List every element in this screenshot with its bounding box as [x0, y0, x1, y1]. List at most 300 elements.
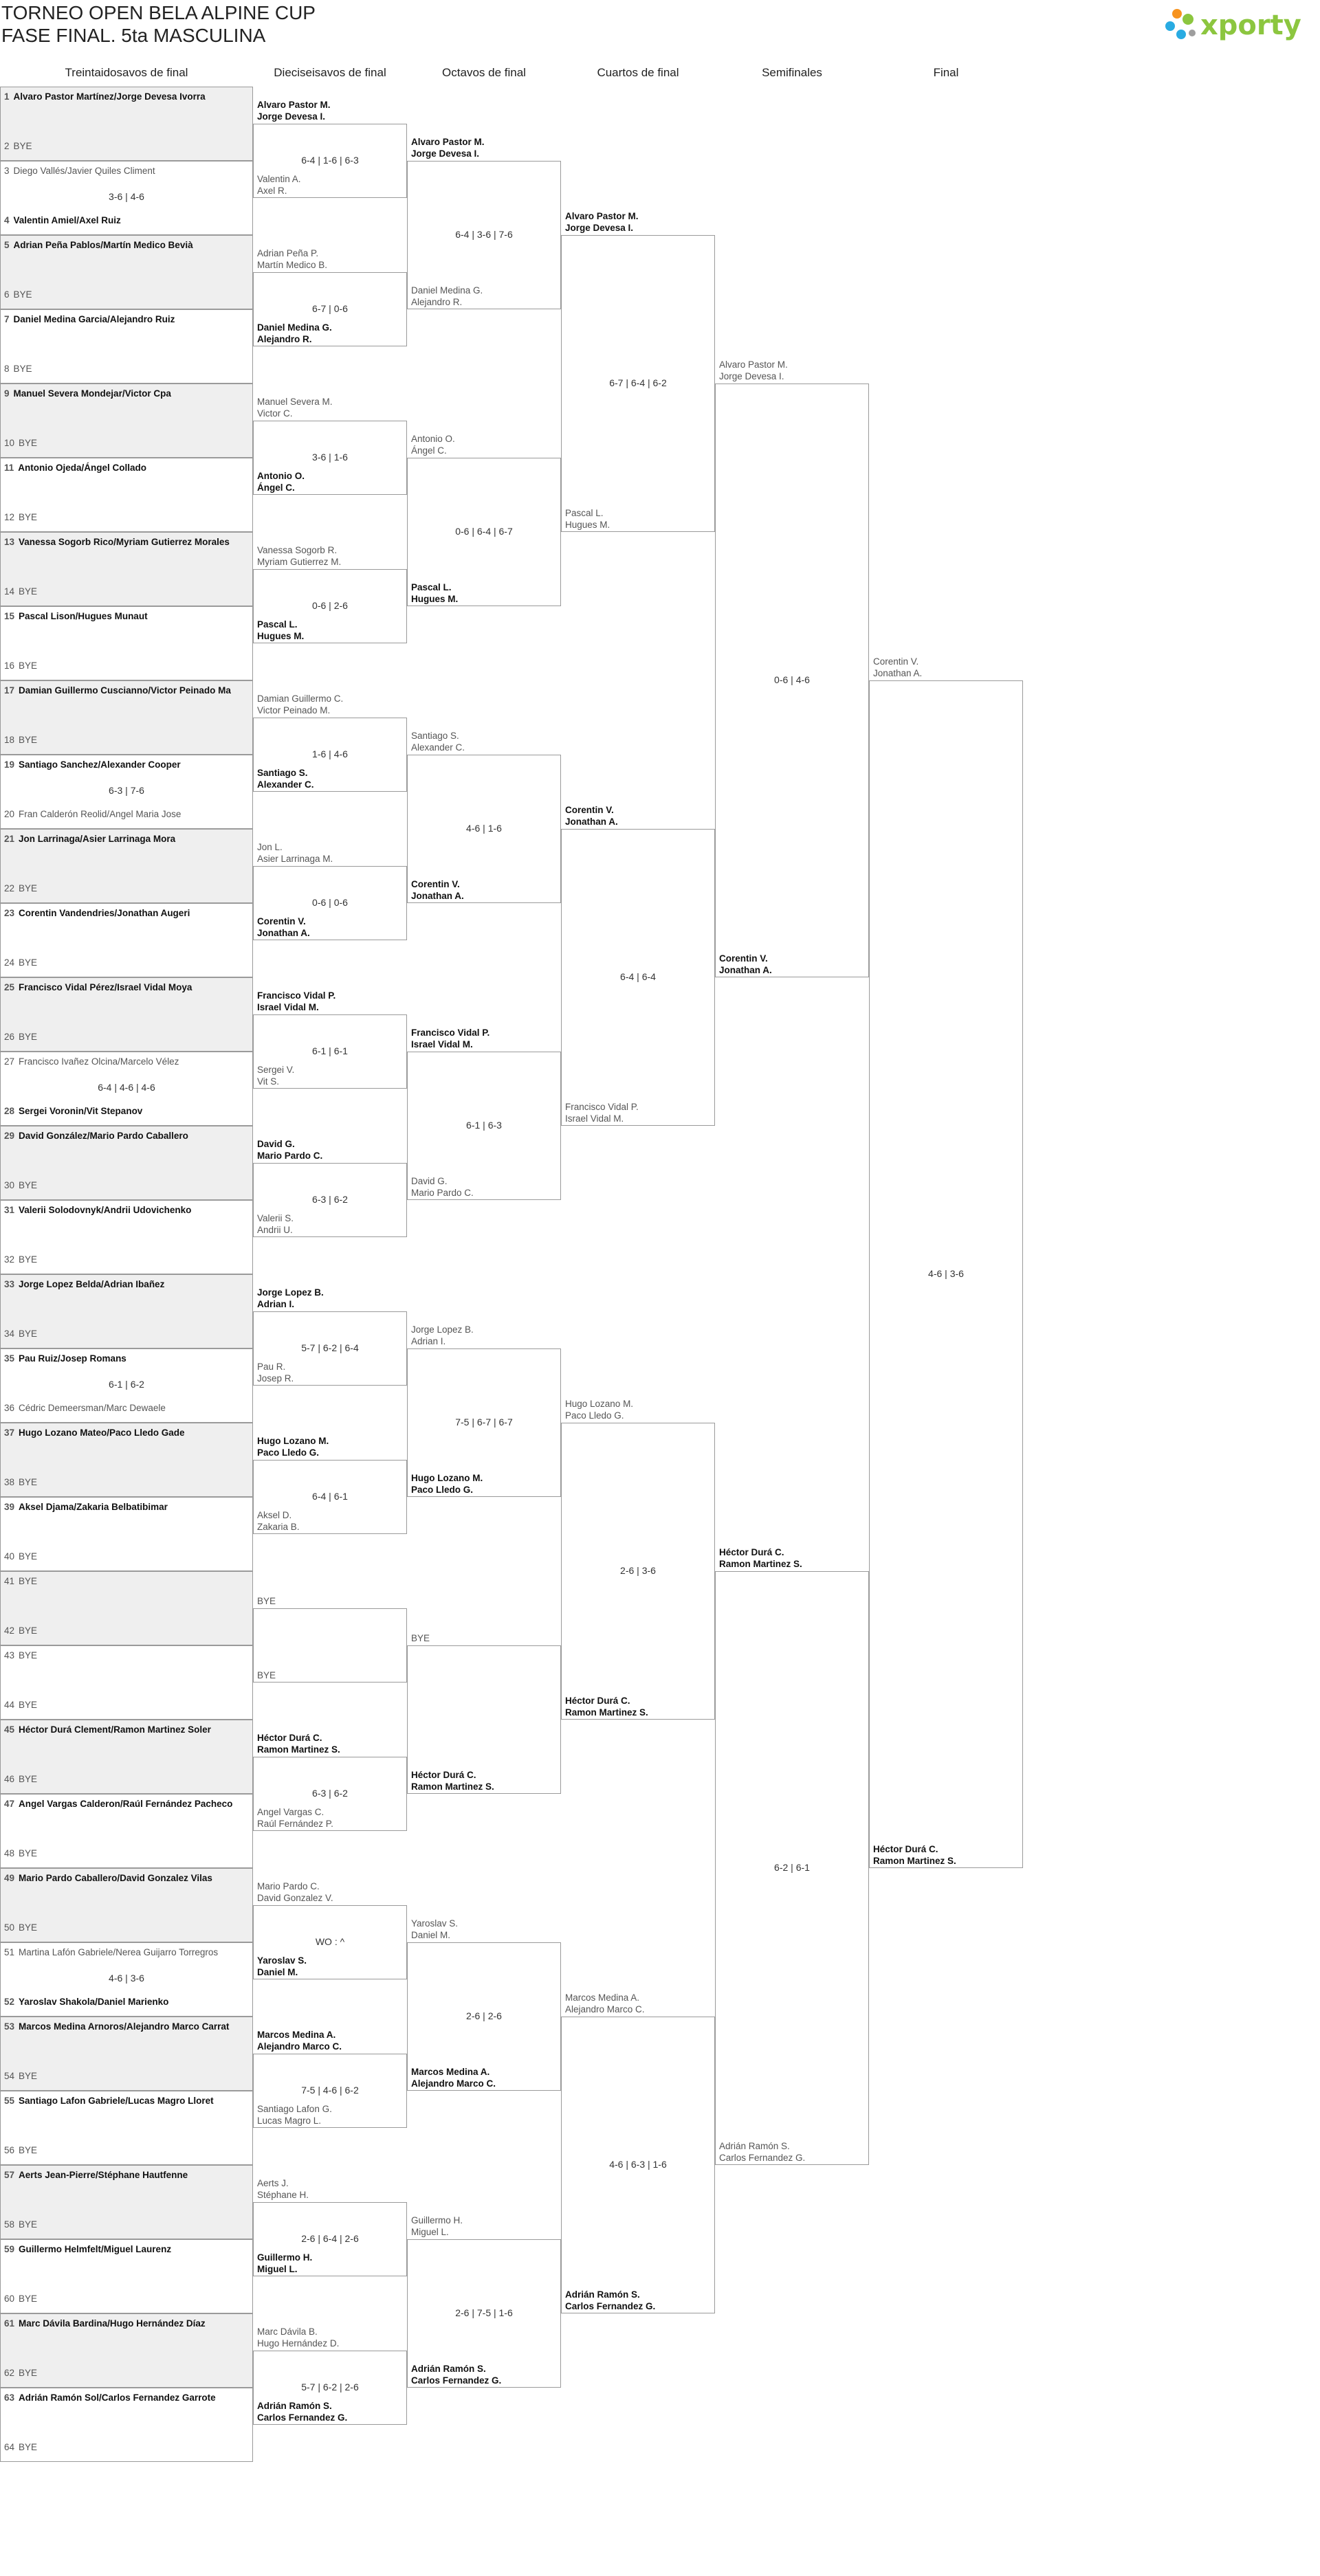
team-a-player-1: Guillermo H.: [411, 2215, 463, 2225]
title-line-1: TORNEO OPEN BELA ALPINE CUP: [1, 2, 316, 23]
team-a-player-2: Jorge Devesa I.: [411, 148, 480, 159]
r1-team-b-name: BYE: [19, 2145, 38, 2155]
r1-team-a: 37 Hugo Lozano Mateo/Paco Lledo Gade: [4, 1428, 185, 1438]
r1-team-a-name: BYE: [19, 1650, 38, 1661]
r1-team-b-name: BYE: [19, 438, 38, 448]
logo-text: xporty: [1200, 10, 1301, 41]
r1-team-b-name: BYE: [19, 735, 38, 745]
r1-team-a-name: Hugo Lozano Mateo/Paco Lledo Gade: [19, 1428, 185, 1438]
r2-score: 6-7 | 0-6: [312, 303, 348, 314]
team-b-player-2: Vit S.: [257, 1076, 280, 1087]
r2-score: 6-3 | 6-2: [312, 1194, 348, 1205]
r3-team-b: [411, 2066, 560, 2089]
r1-team-b-name: BYE: [19, 512, 38, 522]
r2-team-b: [257, 1955, 406, 1978]
team-b-player-2: Jonathan A.: [257, 928, 310, 938]
r2-team-a: [257, 1595, 406, 1607]
r3-score: 4-6 | 1-6: [466, 823, 502, 834]
r4-team-a: [565, 1992, 714, 2015]
team-b-player-1: Pascal L.: [565, 508, 604, 518]
team-a-player-1: Damian Guillermo C.: [257, 693, 344, 704]
team-b-player-2: Josep R.: [257, 1373, 294, 1384]
team-b-player-1: Valerii S.: [257, 1213, 294, 1223]
r2-score: 0-6 | 2-6: [312, 600, 348, 611]
r1-team-a-name: Adrian Peña Pablos/Martín Medico Bevià: [13, 240, 193, 250]
r1-team-b-name: BYE: [13, 141, 32, 151]
team-b-player-1: Corentin V.: [719, 953, 768, 964]
round-header-2: Dieciseisavos de final: [274, 66, 386, 79]
r1-score: 6-1 | 6-2: [109, 1379, 144, 1390]
r1-team-b: 50 BYE: [4, 1922, 38, 1933]
r2-score: 6-3 | 6-2: [312, 1788, 348, 1799]
r2-score: 6-4 | 1-6 | 6-3: [301, 155, 359, 166]
r1-team-b-name: BYE: [19, 1254, 38, 1265]
team-a-player-1: Francisco Vidal P.: [257, 990, 336, 1001]
r1-team-b: 32 BYE: [4, 1254, 38, 1265]
r2-score: 1-6 | 4-6: [312, 748, 348, 759]
r1-team-b: 56 BYE: [4, 2145, 38, 2155]
team-b-player-2: Paco Lledo G.: [411, 1485, 474, 1495]
team-a-player-1: Manuel Severa M.: [257, 397, 333, 407]
r1-team-a: 41 BYE: [4, 1576, 38, 1586]
team-b-player-1: Pau R.: [257, 1362, 286, 1372]
r5-team-b: [719, 953, 868, 976]
r1-team-a-name: Pau Ruiz/Josep Romans: [19, 1353, 126, 1364]
team-a-player-2: Israel Vidal M.: [257, 1002, 319, 1012]
r1-team-b-name: BYE: [19, 2442, 38, 2452]
r2-team-a: [257, 544, 406, 568]
r1-team-b: 38 BYE: [4, 1477, 38, 1487]
r1-team-a: 13 Vanessa Sogorb Rico/Myriam Gutierrez Morales: [4, 537, 230, 547]
r1-team-a-name: Antonio Ojeda/Ángel Collado: [18, 463, 147, 473]
team-b-player-1: Héctor Durá C.: [873, 1844, 938, 1854]
r1-team-a-name: Damian Guillermo Cuscianno/Victor Peinado Ma: [19, 685, 231, 696]
r1-team-b: 30 BYE: [4, 1180, 38, 1190]
r1-team-b-name: BYE: [19, 1848, 38, 1858]
r1-team-b: 20 Fran Calderón Reolid/Angel Maria Jose: [4, 809, 182, 819]
team-a-player-2: Adrian I.: [257, 1299, 295, 1309]
team-b-player-2: Lucas Magro L.: [257, 2116, 322, 2126]
r1-team-a-name: Adrián Ramón Sol/Carlos Fernandez Garrote: [19, 2392, 216, 2403]
team-b-player-1: Corentin V.: [411, 879, 460, 889]
r3-team-a: [411, 1632, 560, 1644]
r1-team-a-name: Héctor Durá Clement/Ramon Martinez Soler: [19, 1724, 211, 1735]
team-b-player-1: Santiago Lafon G.: [257, 2104, 332, 2114]
round-header-4: Cuartos de final: [597, 66, 679, 79]
r1-team-b-name: Sergei Voronin/Vit Stepanov: [19, 1106, 143, 1116]
r1-team-a-name: Marcos Medina Arnoros/Alejandro Marco Carrat: [19, 2021, 230, 2032]
r1-team-a: 31 Valerii Solodovnyk/Andrii Udovichenko: [4, 1205, 192, 1215]
title-line-2: FASE FINAL. 5ta MASCULINA: [1, 25, 266, 46]
r1-score: 6-3 | 7-6: [109, 785, 144, 796]
team-b-player-2: Zakaria B.: [257, 1522, 300, 1532]
r2-score: 6-1 | 6-1: [312, 1045, 348, 1056]
r1-score: 4-6 | 3-6: [109, 1973, 144, 1984]
r1-score: 6-4 | 4-6 | 4-6: [98, 1082, 155, 1093]
r1-team-a-name: Mario Pardo Caballero/David Gonzalez Vilas: [19, 1873, 212, 1883]
r2-team-a: [257, 693, 406, 716]
r4-score: 6-7 | 6-4 | 6-2: [609, 377, 667, 388]
r2-team-a: [257, 1732, 406, 1755]
r1-team-a-name: Manuel Severa Mondejar/Victor Cpa: [13, 388, 171, 399]
team-b-player-2: Jonathan A.: [411, 891, 464, 901]
team-a-player-1: Corentin V.: [873, 656, 919, 667]
team-a-player-2: Daniel M.: [411, 1930, 451, 1940]
r1-team-a: 49 Mario Pardo Caballero/David Gonzalez Vilas: [4, 1873, 212, 1883]
team-b-player-1: Pascal L.: [257, 619, 298, 630]
team-b-player-1: Héctor Durá C.: [565, 1696, 630, 1706]
team-a-player-1: BYE: [257, 1596, 276, 1606]
round-header-5: Semifinales: [762, 66, 822, 79]
team-a-player-2: Jorge Devesa I.: [565, 223, 634, 233]
r1-team-b-name: Cédric Demeersman/Marc Dewaele: [19, 1403, 166, 1413]
r1-team-b: 60 BYE: [4, 2294, 38, 2304]
r1-team-b-name: BYE: [19, 1922, 38, 1933]
team-b-player-1: Guillermo H.: [257, 2252, 313, 2263]
round-header-1: Treintaidosavos de final: [65, 66, 188, 79]
r4-team-b: [565, 1101, 714, 1124]
r1-team-a: 47 Angel Vargas Calderon/Raúl Fernández Pacheco: [4, 1799, 233, 1809]
team-b-player-2: Carlos Fernandez G.: [565, 2301, 656, 2311]
team-b-player-2: Jonathan A.: [719, 965, 772, 975]
r1-team-a-name: Alvaro Pastor Martínez/Jorge Devesa Ivorra: [13, 91, 206, 102]
r4-score: 6-4 | 6-4: [620, 971, 656, 982]
team-b-player-2: Hugues M.: [565, 520, 610, 530]
r1-team-a: 29 David González/Mario Pardo Caballero: [4, 1131, 188, 1141]
r1-team-a-name: Aerts Jean-Pierre/Stéphane Hautfenne: [19, 2170, 188, 2180]
r1-team-b: 6 BYE: [4, 289, 32, 300]
r2-team-b: [257, 619, 406, 642]
team-a-player-2: Israel Vidal M.: [411, 1039, 473, 1050]
r1-team-b: 26 BYE: [4, 1032, 38, 1042]
r1-team-b: 58 BYE: [4, 2219, 38, 2230]
team-b-player-2: Alejandro R.: [257, 334, 312, 344]
r1-team-a-name: Santiago Lafon Gabriele/Lucas Magro Lloret: [19, 2096, 214, 2106]
team-b-player-2: Mario Pardo C.: [411, 1188, 474, 1198]
r1-team-b-name: BYE: [19, 2368, 38, 2378]
r2-team-a: [257, 2177, 406, 2201]
r1-team-b-name: BYE: [19, 1032, 38, 1042]
team-a-player-2: Ángel C.: [411, 445, 447, 456]
r1-team-b: 4 Valentin Amiel/Axel Ruiz: [4, 215, 121, 225]
team-a-player-1: Marc Dávila B.: [257, 2327, 318, 2337]
r5-team-a: [719, 359, 868, 382]
team-a-player-2: Paco Lledo G.: [257, 1447, 320, 1458]
r1-team-a: 11 Antonio Ojeda/Ángel Collado: [4, 463, 147, 473]
r2-team-b: [257, 470, 406, 493]
r5-team-b: [719, 2140, 868, 2164]
r6-team-b: [873, 1843, 1022, 1867]
team-b-player-2: Andrii U.: [257, 1225, 293, 1235]
team-a-player-2: Myriam Gutierrez M.: [257, 557, 342, 567]
team-b-player-2: Hugues M.: [411, 594, 459, 604]
r1-team-a: 3 Diego Vallés/Javier Quiles Climent: [4, 166, 155, 176]
r6-team-a: [873, 656, 1022, 679]
team-b-player-1: Valentin A.: [257, 174, 301, 184]
r1-team-b-name: Yaroslav Shakola/Daniel Marienko: [19, 1997, 169, 2007]
r4-team-a: [565, 1398, 714, 1421]
r1-team-a: 39 Aksel Djama/Zakaria Belbatibimar: [4, 1502, 168, 1512]
r5-score: 6-2 | 6-1: [774, 1862, 810, 1873]
r3-team-a: [411, 1027, 560, 1050]
r1-team-a: 19 Santiago Sanchez/Alexander Cooper: [4, 759, 181, 770]
team-b-player-1: Adrián Ramón S.: [257, 2401, 332, 2411]
r3-team-b: [411, 285, 560, 308]
team-b-player-1: Santiago S.: [257, 768, 308, 778]
r2-team-b: [257, 915, 406, 939]
r1-team-a-name: Daniel Medina Garcia/Alejandro Ruiz: [13, 314, 175, 324]
team-a-player-1: Antonio O.: [411, 434, 455, 444]
team-a-player-2: Alejandro Marco C.: [565, 2004, 645, 2014]
team-a-player-2: Ramon Martinez S.: [257, 1744, 340, 1755]
team-a-player-2: Jonathan A.: [873, 668, 923, 678]
r1-team-b: 12 BYE: [4, 512, 38, 522]
r1-team-b: 14 BYE: [4, 586, 38, 597]
team-a-player-2: Jorge Devesa I.: [257, 111, 326, 122]
r4-score: 4-6 | 6-3 | 1-6: [609, 2159, 667, 2170]
team-b-player-2: Ramon Martinez S.: [873, 1856, 956, 1866]
r1-team-b: 46 BYE: [4, 1774, 38, 1784]
r1-team-a: 7 Daniel Medina Garcia/Alejandro Ruiz: [4, 314, 175, 324]
team-a-player-1: Adrian Peña P.: [257, 248, 319, 258]
r3-score: 2-6 | 2-6: [466, 2010, 502, 2021]
team-a-player-2: Ramon Martinez S.: [719, 1559, 802, 1569]
r2-team-b: [257, 1509, 406, 1533]
r3-team-b: [411, 1472, 560, 1496]
r3-team-a: [411, 1324, 560, 1347]
r2-team-b: [257, 1361, 406, 1384]
team-b-player-1: Marcos Medina A.: [411, 2067, 490, 2077]
team-a-player-2: Martín Medico B.: [257, 260, 328, 270]
team-a-player-2: Victor C.: [257, 408, 293, 419]
r3-score: 7-5 | 6-7 | 6-7: [455, 1417, 513, 1428]
r3-team-a: [411, 730, 560, 753]
r2-team-a: [257, 99, 406, 122]
team-b-player-1: Hugo Lozano M.: [411, 1473, 483, 1483]
team-a-player-1: Jorge Lopez B.: [257, 1287, 324, 1298]
r3-team-a: [411, 1918, 560, 1941]
team-b-player-2: Carlos Fernandez G.: [411, 2375, 502, 2386]
team-a-player-1: Yaroslav S.: [411, 1918, 459, 1929]
r2-score: 6-4 | 6-1: [312, 1491, 348, 1502]
r1-team-a: 59 Guillermo Helmfelt/Miguel Laurenz: [4, 2244, 172, 2254]
team-a-player-1: Alvaro Pastor M.: [719, 359, 788, 370]
team-b-player-1: Francisco Vidal P.: [565, 1102, 639, 1112]
team-b-player-2: Alexander C.: [257, 779, 314, 790]
r1-team-a-name: Diego Vallés/Javier Quiles Climent: [13, 166, 155, 176]
r2-team-a: [257, 396, 406, 419]
r1-team-a-name: Marc Dávila Bardina/Hugo Hernández Díaz: [19, 2318, 206, 2329]
team-a-player-1: Jon L.: [257, 842, 283, 852]
team-a-player-1: Aerts J.: [257, 2178, 289, 2188]
r1-team-b-name: BYE: [19, 660, 38, 671]
r1-team-a: 5 Adrian Peña Pablos/Martín Medico Bevià: [4, 240, 193, 250]
r1-team-b-name: BYE: [19, 586, 38, 597]
r1-team-a: 33 Jorge Lopez Belda/Adrian Ibañez: [4, 1279, 165, 1289]
r1-team-a-name: Corentin Vandendries/Jonathan Augeri: [19, 908, 190, 918]
r1-team-b: 24 BYE: [4, 957, 38, 968]
team-a-player-2: Victor Peinado M.: [257, 705, 331, 715]
r1-team-a: 17 Damian Guillermo Cuscianno/Victor Peinado Ma: [4, 685, 231, 696]
r4-team-a: [565, 804, 714, 828]
r3-score: 0-6 | 6-4 | 6-7: [455, 526, 513, 537]
r1-team-a-name: Francisco Vidal Pérez/Israel Vidal Moya: [19, 982, 192, 992]
team-b-player-2: Alejandro R.: [411, 297, 463, 307]
r1-team-b: 18 BYE: [4, 735, 38, 745]
r2-team-a: [257, 990, 406, 1013]
r1-team-b-name: BYE: [19, 2071, 38, 2081]
r1-team-a: 63 Adrián Ramón Sol/Carlos Fernandez Garrote: [4, 2392, 216, 2403]
r1-team-b-name: BYE: [19, 1329, 38, 1339]
team-b-player-1: Angel Vargas C.: [257, 1807, 324, 1817]
r1-team-a-name: Valerii Solodovnyk/Andrii Udovichenko: [19, 1205, 192, 1215]
team-a-player-2: Adrian I.: [411, 1336, 446, 1346]
team-b-player-2: Ramon Martinez S.: [411, 1781, 494, 1792]
r2-team-b: [257, 322, 406, 345]
r1-team-b-name: Fran Calderón Reolid/Angel Maria Jose: [19, 809, 182, 819]
r1-team-b: 28 Sergei Voronin/Vit Stepanov: [4, 1106, 143, 1116]
r1-team-a: 43 BYE: [4, 1650, 38, 1661]
r1-team-b: 48 BYE: [4, 1848, 38, 1858]
r2-team-a: [257, 1435, 406, 1458]
r2-team-a: [257, 1880, 406, 1904]
team-a-player-2: Alexander C.: [411, 742, 465, 753]
r2-team-b: [257, 2103, 406, 2127]
r5-score: 0-6 | 4-6: [774, 674, 810, 685]
r1-team-b: 44 BYE: [4, 1700, 38, 1710]
team-a-player-1: Vanessa Sogorb R.: [257, 545, 338, 555]
team-a-player-1: Hugo Lozano M.: [257, 1436, 329, 1446]
r3-team-b: [411, 1769, 560, 1792]
team-b-player-1: Héctor Durá C.: [411, 1770, 476, 1780]
r2-team-a: [257, 2029, 406, 2052]
team-a-player-1: Jorge Lopez B.: [411, 1324, 474, 1335]
r1-team-a: 25 Francisco Vidal Pérez/Israel Vidal Moya: [4, 982, 192, 992]
r1-team-a: 9 Manuel Severa Mondejar/Victor Cpa: [4, 388, 171, 399]
team-b-player-1: Corentin V.: [257, 916, 306, 926]
team-a-player-1: Marcos Medina A.: [257, 2030, 336, 2040]
r2-score: 2-6 | 6-4 | 2-6: [301, 2233, 359, 2244]
team-a-player-1: Hugo Lozano M.: [565, 1399, 634, 1409]
r5-team-a: [719, 1546, 868, 1570]
r1-team-b-name: BYE: [19, 1700, 38, 1710]
r3-team-a: [411, 2214, 560, 2238]
round-header-6: Final: [933, 66, 959, 79]
r1-team-b-name: BYE: [19, 2219, 38, 2230]
r2-team-a: [257, 1287, 406, 1310]
team-b-player-1: Yaroslav S.: [257, 1955, 307, 1966]
r1-team-a-name: David González/Mario Pardo Caballero: [19, 1131, 188, 1141]
team-b-player-2: Hugues M.: [257, 631, 305, 641]
team-a-player-1: Mario Pardo C.: [257, 1881, 320, 1891]
round-header-3: Octavos de final: [442, 66, 526, 79]
r1-team-a: 53 Marcos Medina Arnoros/Alejandro Marco Carrat: [4, 2021, 230, 2032]
team-b-player-2: Carlos Fernandez G.: [719, 2153, 806, 2163]
r1-team-b: 42 BYE: [4, 1625, 38, 1636]
r1-team-b: 16 BYE: [4, 660, 38, 671]
team-b-player-2: Carlos Fernandez G.: [257, 2412, 348, 2423]
r2-team-a: [257, 2326, 406, 2349]
r3-score: 6-1 | 6-3: [466, 1120, 502, 1131]
r1-team-a-name: BYE: [19, 1576, 38, 1586]
team-b-player-2: Ramon Martinez S.: [565, 1707, 648, 1718]
team-b-player-2: Raúl Fernández P.: [257, 1819, 333, 1829]
team-b-player-1: Adrián Ramón S.: [411, 2364, 486, 2374]
r1-team-b-name: BYE: [19, 1477, 38, 1487]
r1-team-a: 21 Jon Larrinaga/Asier Larrinaga Mora: [4, 834, 176, 844]
r1-team-a-name: Francisco Ivañez Olcina/Marcelo Vélez: [19, 1056, 179, 1067]
r1-team-b: 34 BYE: [4, 1329, 38, 1339]
team-a-player-1: Santiago S.: [411, 731, 459, 741]
team-b-player-1: Adrián Ramón S.: [565, 2289, 640, 2300]
r2-score: 0-6 | 0-6: [312, 897, 348, 908]
team-a-player-2: Hugo Hernández D.: [257, 2338, 340, 2349]
team-b-player-1: David G.: [411, 1176, 448, 1186]
team-a-player-1: David G.: [257, 1139, 295, 1149]
r2-score: 3-6 | 1-6: [312, 452, 348, 463]
r3-score: 2-6 | 7-5 | 1-6: [455, 2307, 513, 2318]
team-a-player-2: Alejandro Marco C.: [257, 2041, 342, 2052]
r1-team-b: 36 Cédric Demeersman/Marc Dewaele: [4, 1403, 166, 1413]
team-a-player-1: Francisco Vidal P.: [411, 1028, 490, 1038]
team-b-player-2: Israel Vidal M.: [565, 1113, 624, 1124]
r3-team-b: [411, 581, 560, 605]
team-b-player-2: Miguel L.: [257, 2264, 298, 2274]
r1-team-a: 61 Marc Dávila Bardina/Hugo Hernández Díaz: [4, 2318, 206, 2329]
r1-team-b: 54 BYE: [4, 2071, 38, 2081]
team-b-player-1: Daniel Medina G.: [411, 285, 483, 296]
team-a-player-1: Marcos Medina A.: [565, 1992, 640, 2003]
team-b-player-1: Sergei V.: [257, 1065, 295, 1075]
r1-team-a-name: Vanessa Sogorb Rico/Myriam Gutierrez Morales: [19, 537, 230, 547]
r1-team-a-name: Santiago Sanchez/Alexander Cooper: [19, 759, 181, 770]
team-a-player-2: Jorge Devesa I.: [719, 371, 784, 381]
r3-team-b: [411, 878, 560, 902]
team-b-player-2: Alejandro Marco C.: [411, 2078, 496, 2089]
r1-team-a: 23 Corentin Vandendries/Jonathan Augeri: [4, 908, 190, 918]
r1-team-b: 22 BYE: [4, 883, 38, 893]
r1-team-b-name: BYE: [19, 1551, 38, 1562]
r1-team-a: 35 Pau Ruiz/Josep Romans: [4, 1353, 126, 1364]
r1-team-b: 2 BYE: [4, 141, 32, 151]
r1-team-b-name: Valentin Amiel/Axel Ruiz: [13, 215, 121, 225]
r2-team-b: [257, 1806, 406, 1830]
r2-team-b: [257, 2400, 406, 2423]
r1-team-a: 51 Martina Lafón Gabriele/Nerea Guijarro Torregros: [4, 1947, 219, 1957]
r1-team-a-name: Jorge Lopez Belda/Adrian Ibañez: [19, 1279, 165, 1289]
r2-team-b: [257, 2252, 406, 2275]
team-a-player-2: Asier Larrinaga M.: [257, 854, 333, 864]
r1-team-a-name: Guillermo Helmfelt/Miguel Laurenz: [19, 2244, 172, 2254]
r2-score: 5-7 | 6-2 | 6-4: [301, 1342, 359, 1353]
team-a-player-2: Paco Lledo G.: [565, 1410, 624, 1421]
team-a-player-1: BYE: [411, 1633, 430, 1643]
team-a-player-1: Alvaro Pastor M.: [411, 137, 485, 147]
team-a-player-2: David Gonzalez V.: [257, 1893, 333, 1903]
r3-team-a: [411, 433, 560, 456]
r2-team-a: [257, 247, 406, 271]
r1-team-b: 64 BYE: [4, 2442, 38, 2452]
r1-team-b: 40 BYE: [4, 1551, 38, 1562]
r2-team-a: [257, 1138, 406, 1162]
team-b-player-1: Daniel Medina G.: [257, 322, 332, 333]
r1-team-b-name: BYE: [13, 364, 32, 374]
team-a-player-1: Héctor Durá C.: [719, 1547, 784, 1557]
team-a-player-1: Alvaro Pastor M.: [257, 100, 331, 110]
r1-team-b-name: BYE: [19, 957, 38, 968]
r2-team-b: [257, 767, 406, 790]
r4-team-b: [565, 507, 714, 531]
